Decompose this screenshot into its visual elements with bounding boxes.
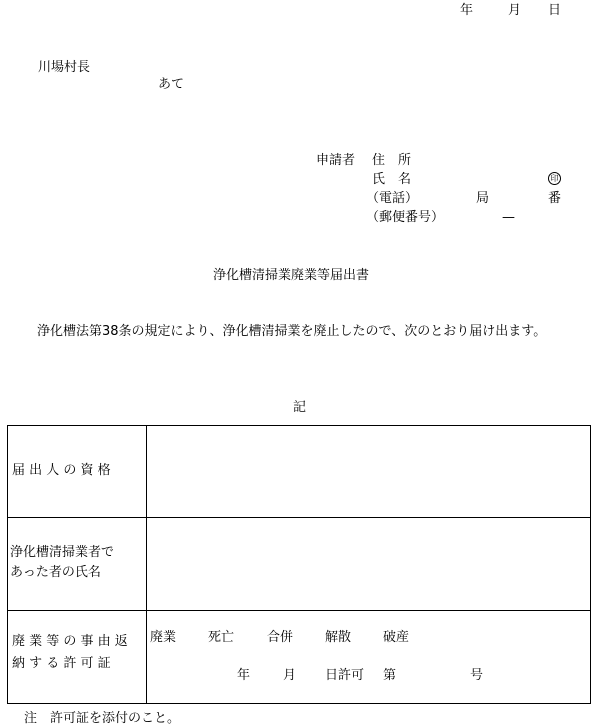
date-day: 日 [548,3,562,18]
reason-option-1[interactable]: 死亡 [208,630,235,645]
document-title: 浄化槽清掃業廃業等届出書 [213,268,370,283]
row1-value-cell[interactable] [147,426,590,517]
permit-go: 号 [470,668,484,683]
footnote: 注 許可証を添付のこと。 [24,711,181,726]
reason-option-0[interactable]: 廃業 [150,630,177,645]
date-month: 月 [508,3,522,18]
seal-icon: 印 [548,172,561,185]
reason-option-2[interactable]: 合併 [267,630,294,645]
applicant-phone-label: （電話） [366,191,419,206]
permit-day: 日許可 [325,668,365,683]
row2-label-line1: 浄化槽清掃業者で [10,545,115,560]
addressee-suffix: あて [158,77,185,92]
row3-label-line2: 納 す る 許 可 証 [12,656,111,671]
addressee-name: 川場村長 [38,60,91,75]
table-row-divider-2 [7,610,591,611]
reason-option-4[interactable]: 破産 [383,630,410,645]
row2-label-line2: あった者の氏名 [10,565,101,580]
row1-label: 届 出 人 の 資 格 [12,463,111,478]
record-mark: 記 [293,400,307,415]
body-text: 浄化槽法第38条の規定により、浄化槽清掃業を廃止したので、次のとおり届け出ます。 [37,324,547,339]
permit-month: 月 [283,668,297,683]
applicant-name-label: 氏 名 [372,172,412,187]
reason-option-3[interactable]: 解散 [325,630,352,645]
row3-label-line1: 廃 業 等 の 事 由 返 [12,634,128,649]
applicant-phone-exchange: 局 [476,191,490,206]
date-year: 年 [460,3,474,18]
applicant-phone-number: 番 [548,191,562,206]
applicant-postal-dash: — [502,210,515,225]
permit-dai: 第 [383,668,397,683]
applicant-label: 申請者 [316,153,356,168]
applicant-address-label: 住 所 [372,153,412,168]
row2-value-cell[interactable] [147,518,590,610]
permit-year: 年 [237,668,251,683]
applicant-postal-label: （郵便番号） [366,210,445,225]
